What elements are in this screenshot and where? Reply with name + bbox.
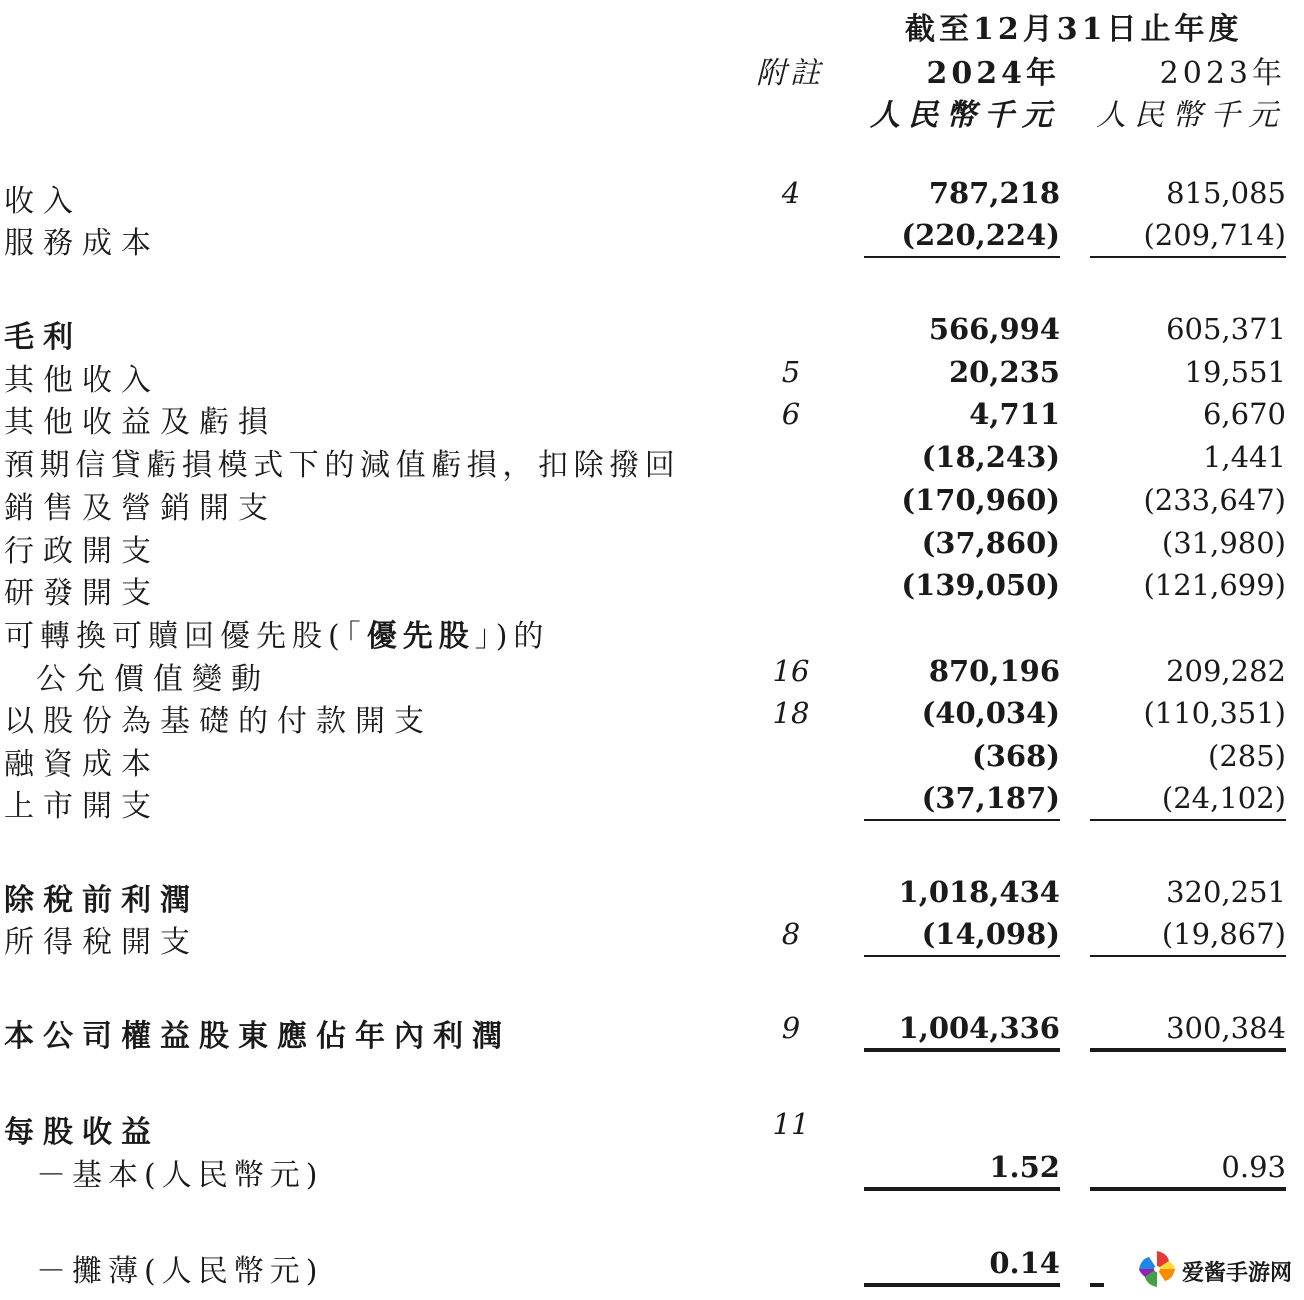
year-2024-header: 2024年	[926, 56, 1060, 91]
unit-2024-header: 人民幣千元	[870, 98, 1060, 133]
row-label-income-tax: 所得稅開支	[4, 925, 199, 960]
total-rule	[864, 1283, 1060, 1287]
row-label-preferred-shares	[4, 611, 549, 655]
defined-term: 優先股	[366, 619, 475, 654]
subtotal-rule	[864, 256, 1060, 258]
row-2024-gross-profit: 566,994	[928, 312, 1060, 346]
row-2023-other-income: 19,551	[1184, 355, 1286, 389]
pinwheel-logo-icon	[1136, 1248, 1178, 1294]
unit-2023-header: 人民幣千元	[1096, 98, 1286, 133]
row-2023-impairment: 1,441	[1202, 440, 1286, 474]
row-2024-listing: (37,187)	[921, 781, 1060, 815]
row-2024-finance-costs: (368)	[972, 739, 1060, 773]
row-label-eps-basic: －基本(人民幣元)	[36, 1158, 324, 1193]
row-2023-income-tax: (19,867)	[1161, 917, 1286, 951]
row-2024-pretax-profit: 1,018,434	[898, 875, 1060, 909]
row-label-cost-of-services: 服務成本	[4, 226, 160, 261]
row-2023-pretax-profit: 320,251	[1166, 875, 1286, 909]
row-2023-fair-value-change: 209,282	[1166, 654, 1286, 688]
year-2023-header: 2023年	[1159, 56, 1286, 91]
row-label-share-based: 以股份為基礎的付款開支	[4, 704, 433, 739]
row-2023-rnd: (121,699)	[1143, 568, 1286, 602]
row-2024-selling: (170,960)	[901, 483, 1060, 517]
row-label-revenue: 收入	[4, 184, 82, 219]
row-2023-revenue: 815,085	[1166, 176, 1286, 210]
subtotal-rule	[1090, 955, 1286, 957]
subtotal-rule	[1090, 819, 1286, 821]
row-2024-other-gains: 4,711	[969, 397, 1060, 431]
row-label-profit-for-year: 本公司權益股東應佔年內利潤	[4, 1019, 511, 1054]
row-2023-eps-basic: 0.93	[1221, 1150, 1286, 1184]
row-2023-gross-profit: 605,371	[1166, 312, 1286, 346]
row-note-eps: 11	[772, 1107, 810, 1141]
total-rule	[1090, 1048, 1286, 1052]
row-note-income-tax: 8	[781, 917, 801, 951]
row-note-share-based: 18	[772, 696, 810, 730]
subtotal-rule	[864, 955, 1060, 957]
row-2023-cost-of-services: (209,714)	[1143, 218, 1286, 252]
row-2024-cost-of-services: (220,224)	[901, 218, 1060, 252]
row-note-other-gains: 6	[781, 397, 801, 431]
row-label-finance-costs: 融資成本	[4, 747, 160, 782]
row-label-eps: 每股收益	[4, 1115, 160, 1150]
row-note-revenue: 4	[781, 176, 801, 210]
row-2024-revenue: 787,218	[928, 176, 1060, 210]
row-label-selling: 銷售及營銷開支	[4, 491, 277, 526]
watermark	[1136, 1248, 1292, 1294]
row-2024-share-based: (40,034)	[921, 696, 1060, 730]
row-2024-eps-basic: 1.52	[989, 1150, 1060, 1184]
watermark-text: 爱酱手游网	[1181, 1260, 1292, 1286]
row-2024-income-tax: (14,098)	[921, 917, 1060, 951]
subtotal-rule	[864, 819, 1060, 821]
row-2024-impairment: (18,243)	[921, 440, 1060, 474]
row-2023-profit-for-year: 300,384	[1166, 1011, 1286, 1045]
row-note-fair-value-change: 16	[772, 654, 810, 688]
notes-header: 附註	[756, 56, 824, 91]
row-2024-profit-for-year: 1,004,336	[898, 1011, 1060, 1045]
row-2023-admin: (31,980)	[1161, 526, 1286, 560]
row-label-listing: 上市開支	[4, 789, 160, 824]
row-2024-eps-diluted: 0.14	[989, 1246, 1060, 1280]
total-rule	[864, 1187, 1060, 1191]
row-2024-fair-value-change: 870,196	[928, 654, 1060, 688]
row-label-pretax-profit: 除稅前利潤	[4, 883, 199, 918]
row-note-profit-for-year: 9	[781, 1011, 801, 1045]
row-label-fair-value-change: 公允價值變動	[36, 662, 270, 697]
row-label-gross-profit: 毛利	[4, 320, 82, 355]
label-part: 」)的	[474, 619, 550, 654]
row-2024-admin: (37,860)	[921, 526, 1060, 560]
row-label-other-gains: 其他收益及虧損	[4, 405, 277, 440]
row-label-other-income: 其他收入	[4, 363, 160, 398]
row-2023-listing: (24,102)	[1161, 781, 1286, 815]
row-label-impairment: 預期信貸虧損模式下的減值虧損，扣除撥回	[4, 448, 681, 483]
row-2023-selling: (233,647)	[1143, 483, 1286, 517]
row-note-other-income: 5	[781, 355, 801, 389]
row-2023-share-based: (110,351)	[1143, 696, 1286, 730]
row-2023-other-gains: 6,670	[1202, 397, 1286, 431]
total-rule-fragment	[1090, 1283, 1104, 1287]
row-label-rnd: 研發開支	[4, 576, 160, 611]
row-2024-other-income: 20,235	[949, 355, 1060, 389]
row-label-admin: 行政開支	[4, 534, 160, 569]
row-2023-finance-costs: (285)	[1208, 739, 1286, 773]
row-label-eps-diluted: －攤薄(人民幣元)	[36, 1254, 324, 1289]
row-2024-rnd: (139,050)	[901, 568, 1060, 602]
label-part: 可轉換可贖回優先股(「	[4, 619, 367, 654]
period-header: 截至12月31日止年度	[905, 12, 1243, 47]
total-rule	[1090, 1187, 1286, 1191]
subtotal-rule	[1090, 256, 1286, 258]
total-rule	[864, 1048, 1060, 1052]
